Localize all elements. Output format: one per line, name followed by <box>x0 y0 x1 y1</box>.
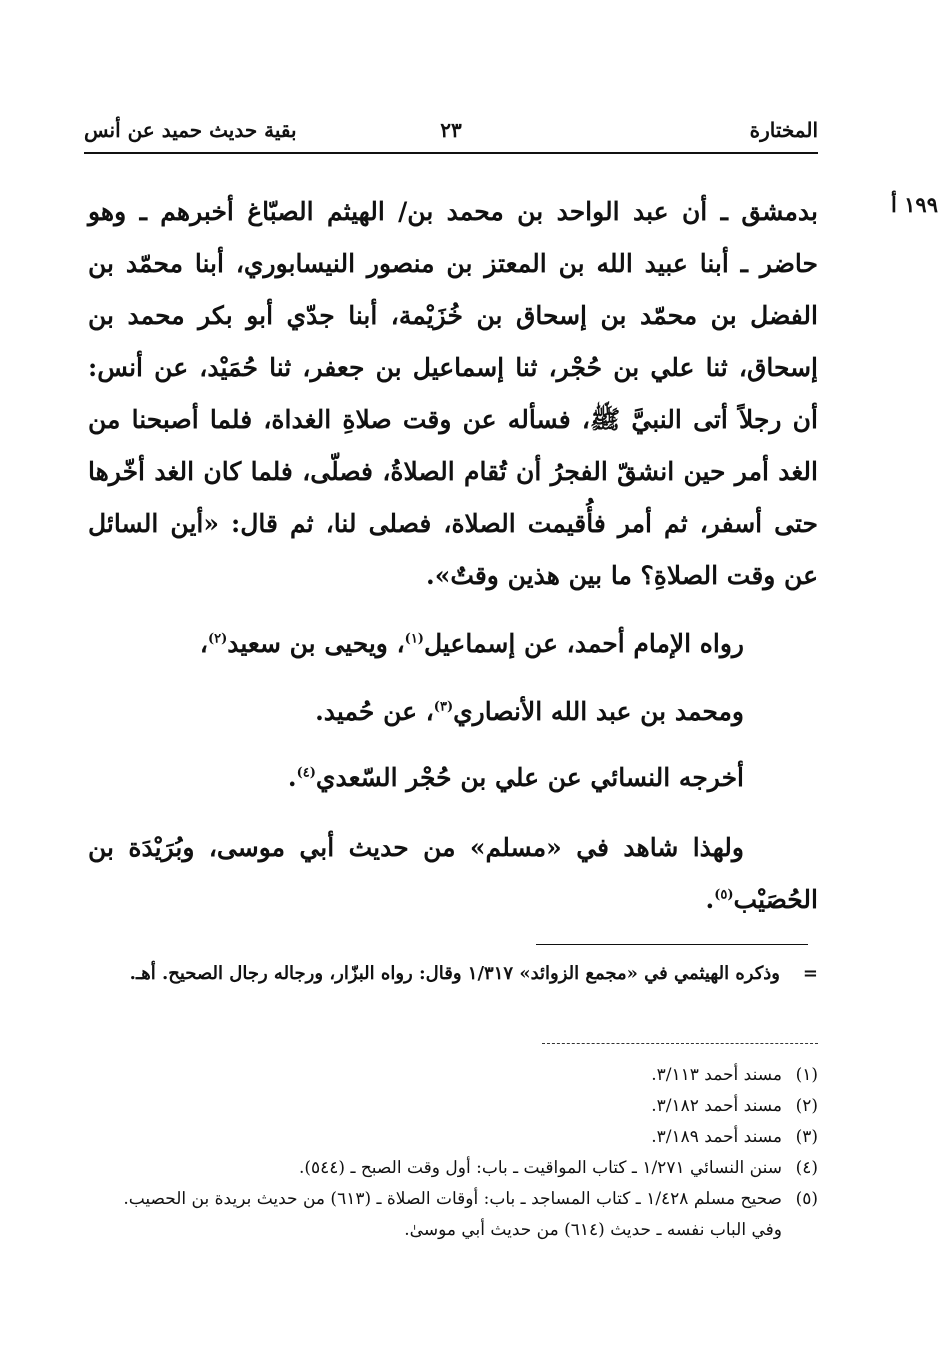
header-rule <box>84 152 818 154</box>
note-text: . <box>705 885 715 914</box>
footnote-ref[interactable]: (١) <box>404 631 424 647</box>
footnote-separator <box>536 944 808 945</box>
footnote-ref[interactable]: (٤) <box>296 765 316 781</box>
footnote-item <box>80 1122 818 1153</box>
footnote-text: مسند أحمد ٣/١٨٢. <box>651 1096 782 1116</box>
footnote-number: (٥) <box>795 1189 818 1209</box>
note-text: ، <box>199 629 208 658</box>
main-text <box>88 186 818 602</box>
footnote-number: (٢) <box>795 1096 818 1116</box>
note-text: أخرجه النسائي عن علي بن حُجْر السّعدي <box>315 763 744 792</box>
footnote-number: (٣) <box>795 1127 818 1147</box>
takhrij-note-3 <box>88 752 744 820</box>
note-text: ، عن حُميد. <box>315 697 434 726</box>
footnote-text: مسند أحمد ٣/١١٣. <box>651 1065 782 1085</box>
takhrij-note-1 <box>88 618 744 686</box>
footnote-ref[interactable]: (٥) <box>714 887 734 903</box>
note-text: ، ويحيى بن سعيد <box>227 629 405 658</box>
footnote-number: (٤) <box>795 1158 818 1178</box>
takhrij-note-2 <box>88 686 744 754</box>
page-number: ٢٣ <box>440 118 462 142</box>
footnote-item <box>80 1153 818 1184</box>
note-text: ومحمد بن عبد الله الأنصاري <box>453 697 744 726</box>
note-text: ولهذا شاهد في «مسلم» من حديث أبي موسى، وبُرَيْدَة بن الحُصَيْب <box>88 833 818 914</box>
header-section-title: بقية حديث حميد عن أنس <box>84 118 297 142</box>
header-book-title: المختارة <box>749 118 818 142</box>
footnote-carryover <box>82 958 818 990</box>
footnote-item <box>80 1184 818 1215</box>
footnote-text: سنن النسائي ١/٢٧١ ـ كتاب المواقيت ـ باب: أول وقت الصبح ـ (٥٤٤). <box>298 1158 782 1178</box>
hadith-paragraph: بدمشق ـ أن عبد الواحد بن محمد بن/ الهيثم الصبّاغ أخبرهم ـ وهو حاضر ـ أبنا عبيد الله بن المعتز بن منصور النيسابوري، أبنا محمّد بن الفضل بن محمّد بن إسحاق بن خُزَيْمة، أبنا جدّي أبو بكر محمد بن إسحاق، ثنا علي بن حُجْر، ثنا إسماعيل بن جعفر، ثنا حُمَيْد، عن أنس: أن رجلاً أتى النبيَّ ﷺ، فسأله عن وقت صلاةِ الغداة، فلما أصبحنا من الغد أمر حين انشقّ الفجرُ أن تُقام الصلاةُ، فصلّى، فلما كان الغد أخّرها حتى أسفر، ثم أمر فأُقيمت الصلاة، فصلى لنا، ثم قال: «أين السائل عن وقت الصلاةِ؟ ما بين هذين وقتٌ». <box>88 197 818 590</box>
footnote-ref[interactable]: (٢) <box>207 631 228 647</box>
footnote-text: صحيح مسلم ١/٤٢٨ ـ كتاب المساجد ـ باب: أوقات الصلاة ـ (٦١٣) من حديث بريدة بن الحصيب. <box>123 1189 782 1209</box>
carryover-text: وذكره الهيثمي في «مجمع الزوائد» ١/٣١٧ وقال: رواه البزّار، ورجاله رجال الصحيح. أهـ. <box>129 963 780 984</box>
note-text: رواه الإمام أحمد، عن إسماعيل <box>423 629 744 658</box>
margin-folio-marker: ١٩٩ أ <box>891 192 938 217</box>
footnote-continuation: وفي الباب نفسه ـ حديث (٦١٤) من حديث أبي موسىٰ. <box>404 1220 782 1240</box>
note-text: . <box>287 763 297 792</box>
footnote-dashed-separator <box>542 1043 818 1044</box>
running-header <box>84 118 818 154</box>
footnote-ref[interactable]: (٣) <box>433 699 454 715</box>
takhrij-note-4 <box>88 822 818 942</box>
footnote-number: (١) <box>795 1065 818 1085</box>
footnotes <box>80 1060 818 1246</box>
footnote-text: مسند أحمد ٣/١٨٩. <box>651 1127 782 1147</box>
footnote-item <box>80 1091 818 1122</box>
continuation-mark: = <box>802 963 818 984</box>
footnote-item <box>80 1060 818 1091</box>
